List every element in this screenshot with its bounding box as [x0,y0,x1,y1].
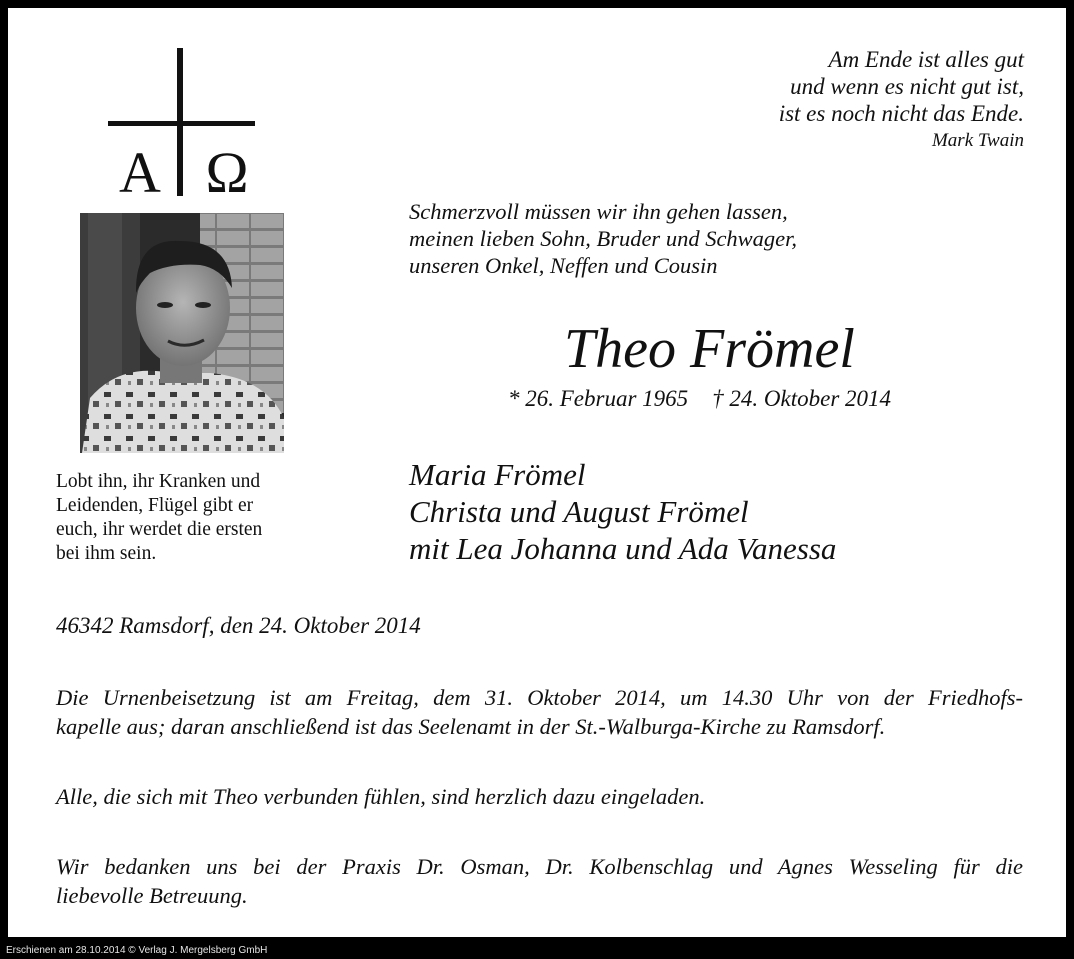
intro-text [409,198,797,279]
paragraph-line: kapelle aus; daran anschließend ist das Seelenamt in der St.-Walburga-Kirche zu Ramsdorf. [56,714,886,739]
birth-date: * 26. Februar 1965 [508,386,689,411]
family-line: Christa und August Frömel [409,494,749,529]
omega-glyph: Ω [205,140,249,198]
verse-line: Lobt ihn, ihr Kranken und [56,471,261,492]
obituary-notice [8,8,1066,937]
quote-line: ist es noch nicht das Ende. [778,101,1024,126]
family-line: mit Lea Johanna und Ada Vanessa [409,531,837,566]
bible-verse [56,470,262,566]
intro-line: Schmerzvoll müssen wir ihn gehen lassen, [409,199,788,224]
invitation-paragraph: Alle, die sich mit Theo verbunden fühlen, sind herzlich dazu eingeladen. [56,784,706,809]
verse-line: bei ihm sein. [56,543,157,564]
cross-alpha-omega-icon [106,48,256,198]
quote-line: Am Ende ist alles gut [828,47,1024,72]
quote-line: und wenn es nicht gut ist, [790,74,1024,99]
thanks-paragraph [56,852,1023,910]
verse-line: Leidenden, Flügel gibt er [56,495,254,516]
intro-line: meinen lieben Sohn, Bruder und Schwager, [409,226,798,251]
publication-footer: Erschienen am 28.10.2014 © Verlag J. Mergelsberg GmbH [6,945,268,956]
family-names [409,456,836,567]
death-date: † 24. Oktober 2014 [712,386,892,411]
paragraph-line: liebevolle Betreuung. [56,883,248,908]
deceased-name: Theo Frömel [564,318,855,380]
intro-line: unseren Onkel, Neffen und Cousin [409,253,718,278]
paragraph-line: Die Urnenbeisetzung ist am Freitag, dem 31. Oktober 2014, um 14.30 Uhr von der Friedhofs- [56,685,1023,710]
mark-twain-quote [779,46,1024,154]
quote-author: Mark Twain [931,130,1024,151]
alpha-glyph: A [119,140,161,198]
verse-line: euch, ihr werdet die ersten [56,519,263,540]
family-line: Maria Frömel [409,457,586,492]
life-dates [508,384,891,414]
place-and-date: 46342 Ramsdorf, den 24. Oktober 2014 [56,613,421,638]
paragraph-line: Wir bedanken uns bei der Praxis Dr. Osman, Dr. Kolbenschlag und Agnes Wesseling für die [56,854,1023,879]
funeral-paragraph [56,683,1023,741]
portrait-photo [80,213,284,453]
